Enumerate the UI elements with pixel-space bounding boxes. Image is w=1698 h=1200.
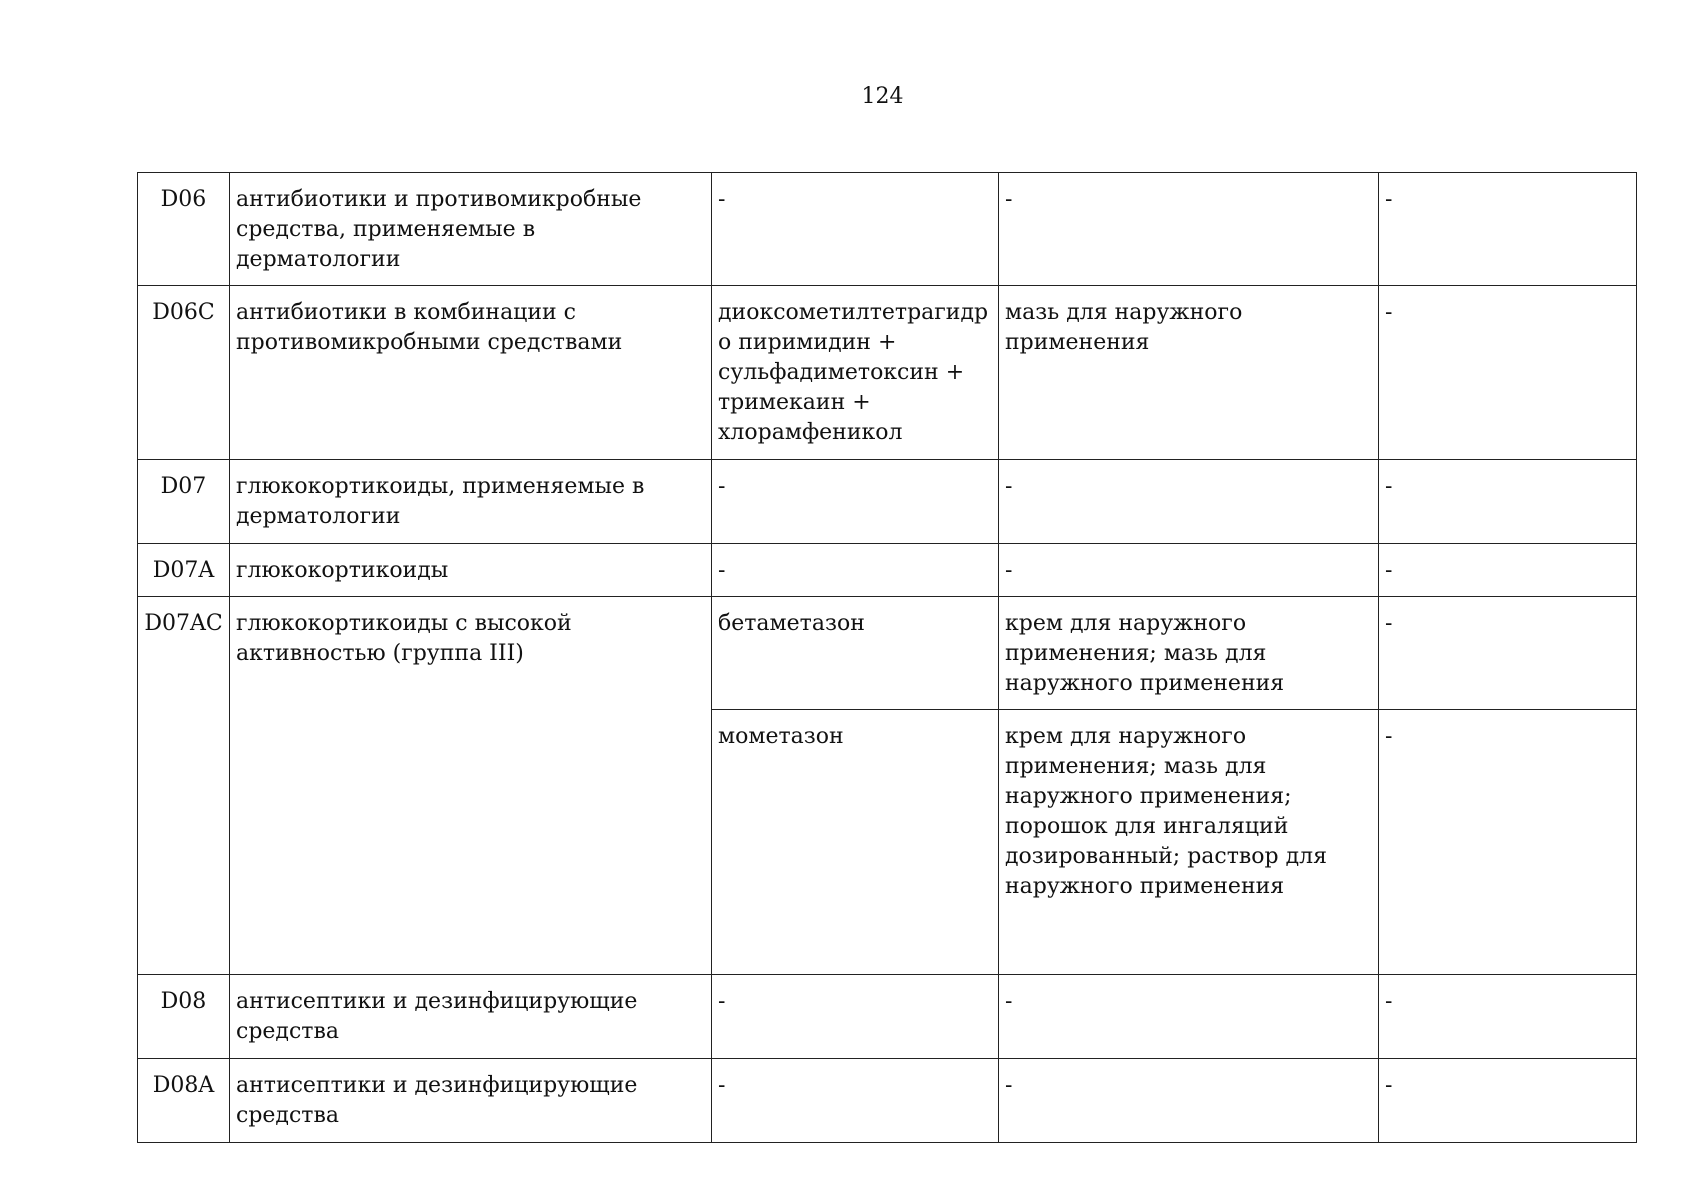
dosage-form: - [999, 1059, 1379, 1143]
substance-name: - [712, 173, 999, 286]
group-name: антисептики и дезинфицирующие средства [230, 975, 712, 1059]
dosage-form: крем для наружного применения; мазь для наружного применения [999, 597, 1379, 710]
note: - [1379, 460, 1637, 544]
page-number: 124 [861, 84, 904, 109]
substance-name: диоксометилтетрагидро пиримидин + сульфадиметоксин + тримекаин + хлорамфеникол [712, 286, 999, 460]
substance-name: - [712, 1059, 999, 1143]
substance-name: бетаметазон [712, 597, 999, 710]
dosage-form: - [999, 173, 1379, 286]
dosage-form: - [999, 460, 1379, 544]
table-row [138, 1059, 1637, 1143]
substance-name: - [712, 460, 999, 544]
note: - [1379, 975, 1637, 1059]
table-row [138, 597, 1637, 710]
table-row [138, 544, 1637, 597]
note: - [1379, 173, 1637, 286]
note: - [1379, 710, 1637, 975]
group-name: глюкокортикоиды с высокой активностью (группа III) [230, 597, 712, 975]
substance-name: - [712, 975, 999, 1059]
atc-code: D06 [138, 173, 230, 286]
group-name: антисептики и дезинфицирующие средства [230, 1059, 712, 1143]
drug-table [137, 172, 1637, 1143]
atc-code: D06C [138, 286, 230, 460]
note: - [1379, 597, 1637, 710]
substance-name: - [712, 544, 999, 597]
dosage-form: мазь для наружного применения [999, 286, 1379, 460]
substance-name: мометазон [712, 710, 999, 975]
group-name: глюкокортикоиды [230, 544, 712, 597]
group-name: антибиотики и противомикробные средства, применяемые в дерматологии [230, 173, 712, 286]
atc-code: D08A [138, 1059, 230, 1143]
table-row [138, 286, 1637, 460]
atc-code: D08 [138, 975, 230, 1059]
atc-code: D07AC [138, 597, 230, 975]
group-name: антибиотики в комбинации с противомикробными средствами [230, 286, 712, 460]
note: - [1379, 286, 1637, 460]
atc-code: D07 [138, 460, 230, 544]
note: - [1379, 1059, 1637, 1143]
table-row [138, 173, 1637, 286]
atc-code: D07A [138, 544, 230, 597]
dosage-form: - [999, 544, 1379, 597]
table-row [138, 460, 1637, 544]
dosage-form: - [999, 975, 1379, 1059]
table-row [138, 975, 1637, 1059]
dosage-form: крем для наружного применения; мазь для наружного применения; порошок для ингаляций дозированный; раствор для наружного применения [999, 710, 1379, 975]
group-name: глюкокортикоиды, применяемые в дерматологии [230, 460, 712, 544]
note: - [1379, 544, 1637, 597]
